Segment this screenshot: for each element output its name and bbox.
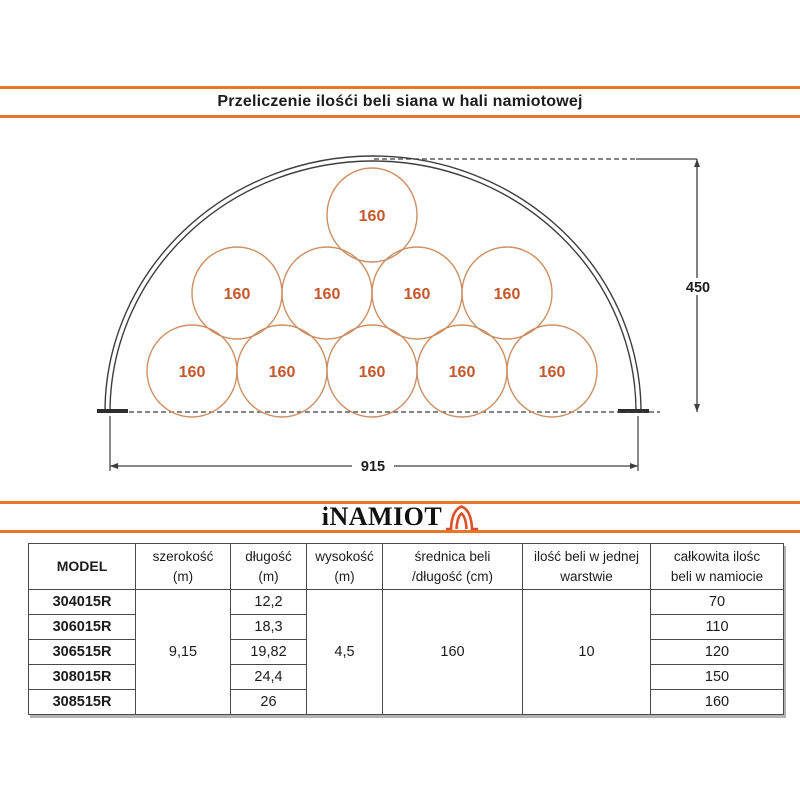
col-header-srednica: [383, 544, 523, 590]
model-cell: 308515R: [29, 690, 136, 715]
bale-label: 160: [268, 364, 296, 381]
bale-label: 160: [538, 364, 566, 381]
dlugosc-cell: 18,3: [231, 615, 307, 640]
tent-arch-icon: [446, 504, 478, 532]
calkowita-cell: 120: [651, 640, 784, 665]
col-header-dlugosc: [231, 544, 307, 590]
ilosc-warstwa-cell: 10: [523, 590, 651, 715]
page-title: Przeliczenie ilośći beli siana w hali namiotowej: [217, 93, 583, 110]
bale-label: 160: [223, 286, 251, 303]
col-header-wysokosc: [307, 544, 383, 590]
model-cell: 306515R: [29, 640, 136, 665]
dlugosc-cell: 26: [231, 690, 307, 715]
model-cell: 308015R: [29, 665, 136, 690]
header-text: warstwie: [560, 568, 613, 584]
srednica-cell: 160: [383, 590, 523, 715]
logo-band: [0, 501, 800, 533]
col-header-ilosc-warstwa: [523, 544, 651, 590]
bale-label: 160: [313, 286, 341, 303]
dlugosc-cell: 19,82: [231, 640, 307, 665]
spec-table: [28, 543, 784, 715]
szerokosc-cell: 9,15: [136, 590, 231, 715]
calkowita-cell: 160: [651, 690, 784, 715]
bale-label: 160: [358, 364, 386, 381]
width-dimension-label: 915: [360, 459, 386, 475]
title-band: [0, 86, 800, 118]
header-text: całkowita ilośc: [673, 548, 761, 564]
header-unit: (m): [172, 568, 194, 584]
width-dimension: [110, 416, 638, 475]
col-header-calkowita: [651, 544, 784, 590]
bale-label: 160: [448, 364, 476, 381]
header-unit: /długość (cm): [411, 568, 494, 584]
brand-logo-text: iNAMIOT: [321, 502, 443, 531]
dlugosc-cell: 24,4: [231, 665, 307, 690]
dlugosc-cell: 12,2: [231, 590, 307, 615]
header-text: MODEL: [56, 558, 108, 575]
header-text: ilość beli w jednej: [533, 548, 640, 564]
model-cell: 304015R: [29, 590, 136, 615]
height-dimension-label: 450: [685, 280, 711, 296]
header-text: średnica beli: [414, 548, 491, 564]
header-unit: (m): [258, 568, 279, 584]
table-row: [29, 590, 784, 615]
wysokosc-cell: 4,5: [307, 590, 383, 715]
height-dimension: [683, 159, 713, 412]
table-header-row: [29, 544, 784, 590]
calkowita-cell: 150: [651, 665, 784, 690]
calkowita-cell: 110: [651, 615, 784, 640]
header-text: beli w namiocie: [670, 568, 764, 584]
col-header-szerokosc: [136, 544, 231, 590]
header-text: długość: [245, 548, 292, 564]
bale-label: 160: [358, 208, 386, 225]
header-text: szerokość: [152, 548, 214, 564]
bale-label: 160: [403, 286, 431, 303]
col-header-model: [29, 544, 136, 590]
calkowita-cell: 70: [651, 590, 784, 615]
bale-label: 160: [178, 364, 206, 381]
tent-diagram: [0, 130, 800, 490]
bale-label: 160: [493, 286, 521, 303]
header-unit: (m): [334, 568, 355, 584]
model-cell: 306015R: [29, 615, 136, 640]
header-text: wysokość: [315, 548, 374, 564]
